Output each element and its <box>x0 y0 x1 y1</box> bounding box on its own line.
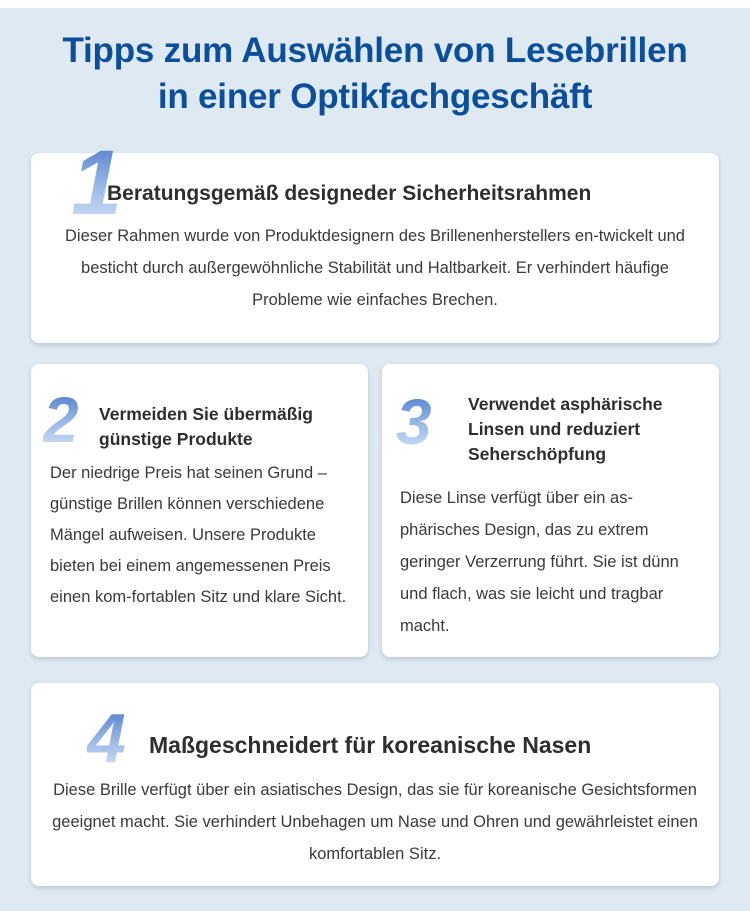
tip-number-3: 3 <box>396 386 432 458</box>
tip-heading-1: Beratungsgemäß designeder Sicherheitsrahmen <box>107 182 592 205</box>
page-title-line-2: in einer Optikfachgeschäft <box>157 77 593 116</box>
tip-heading-4: Maßgeschneidert für koreanische Nasen <box>149 732 592 758</box>
tip-body-1: Dieser Rahmen wurde von Produktdesignern des Brillenenherstellers en-twickelt und besticht durch außergewöhnliche Stabilität und Haltbarkeit. Er verhindert häufige Probleme wie einfaches Brechen. <box>65 227 685 309</box>
tip-body-4: Diese Brille verfügt über ein asiatisches Design, das sie für koreanische Gesichtsformen geeignet macht. Sie verhindert Unbehagen um Nase und Ohren und gewährleistet einen komfortablen Sitz. <box>52 781 698 863</box>
tip-heading-2: Vermeiden Sie übermäßig günstige Produkte <box>99 404 313 449</box>
tip-number-4: 4 <box>87 699 126 777</box>
tip-heading-3: Verwendet asphärische Linsen und reduziert Seherschöpfung <box>468 394 663 464</box>
tip-body-2: Der niedrige Preis hat seinen Grund – günstige Brillen können verschiedene Mängel aufweisen. Unsere Produkte bieten bei einem angemessenen Preis einen kom-fortablen Sitz und klare Sicht. <box>50 464 347 606</box>
tip-card-2 <box>31 364 368 657</box>
page-title <box>0 28 750 120</box>
tip-card-1 <box>31 132 719 343</box>
page-title-line-1: Tipps zum Auswählen von Lesebrillen <box>62 31 688 70</box>
tip-number-1: 1 <box>71 132 121 234</box>
tip-body-3: Diese Linse verfügt über ein as-phärisches Design, das zu extrem geringer Verzerrung führt. Sie ist dünn und flach, was sie leicht und tragbar macht. <box>400 489 679 635</box>
tip-number-2: 2 <box>43 384 79 456</box>
tip-card-3 <box>382 364 719 657</box>
tip-card-4 <box>31 683 719 886</box>
